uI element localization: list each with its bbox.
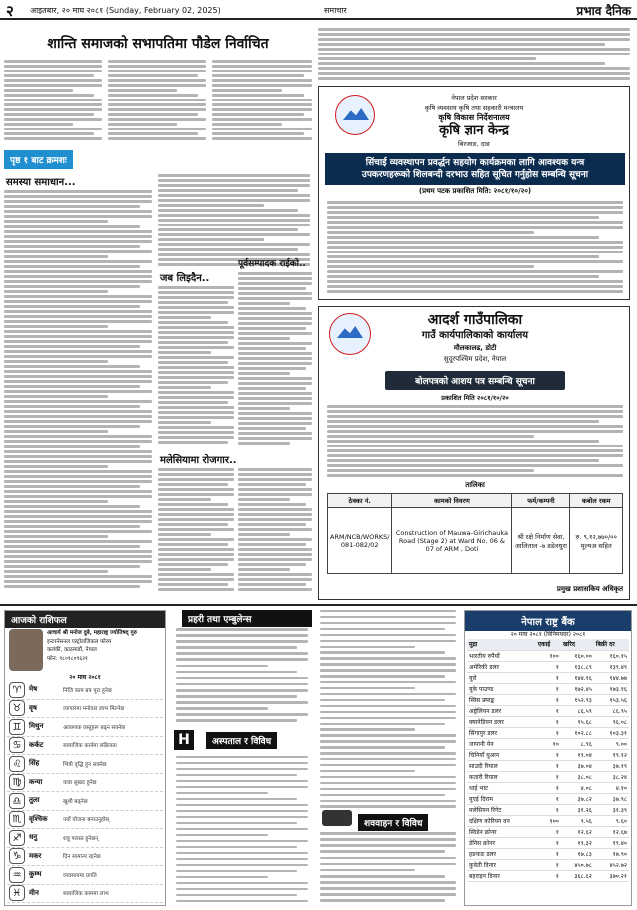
ad1-line5: बिरजाङ, दाङ <box>457 140 491 148</box>
rate-sell: १९.१२ <box>594 749 629 760</box>
rashifal-item <box>7 885 163 904</box>
exchange-rate-table <box>467 639 629 882</box>
zodiac-text: व्यापारमा मनोवल लाभ मिल्नेछ <box>63 706 125 713</box>
ad2-th-contract: ठेक्का नं. <box>328 494 392 508</box>
rate-buy: ९.५६ <box>561 815 594 826</box>
rate-unit: १ <box>536 661 561 672</box>
rate-row <box>467 672 629 683</box>
transport-list-box <box>318 610 458 906</box>
section-divider <box>0 604 637 606</box>
rate-row <box>467 848 629 859</box>
rate-sell: १४४.७७ <box>594 672 629 683</box>
adarsha-notice <box>318 306 630 600</box>
ad2-th-firm: फर्म/कम्पनी <box>512 494 570 508</box>
zodiac-text: आवश्यक वस्तुहरू बढ्न सक्नेछ <box>63 724 126 731</box>
rate-sell: १५३.५६ <box>594 694 629 705</box>
zodiac-name: तुला <box>29 796 40 805</box>
rashifal-item <box>7 681 163 700</box>
rate-row <box>467 650 629 661</box>
rate-sell: १३९.४९ <box>594 661 629 672</box>
rate-buy: ३६८.६२ <box>561 870 594 881</box>
rate-unit: १ <box>536 749 561 760</box>
rate-unit: १ <box>536 705 561 716</box>
ad2-td-firm: श्री रक्षे निर्माण सेवा, आलिताल -७ डडेलधुरा <box>512 508 570 574</box>
rate-currency: यूरो <box>467 672 536 683</box>
rate-row <box>467 727 629 738</box>
rate-unit: १ <box>536 716 561 727</box>
rate-buy: ३७.८२ <box>561 793 594 804</box>
rate-unit: १ <box>536 760 561 771</box>
ad1-line1: नेपाल प्रदेश सरकार <box>451 94 497 102</box>
rate-buy: १९.०४ <box>561 749 594 760</box>
main-story-col-3 <box>212 60 312 140</box>
zodiac-text: नयाँ योजना बनाउनुहोस् <box>63 817 110 824</box>
zodiac-icon: ♌ <box>9 756 25 772</box>
hearse-icon <box>322 810 352 826</box>
mid-article-3-body <box>238 272 312 446</box>
rate-buy: ४.०८ <box>561 782 594 793</box>
rate-unit: १ <box>536 804 561 815</box>
zodiac-text: भित्री वृद्धि हुन सक्नेछ <box>63 761 107 768</box>
ad2-contract-table <box>327 493 623 574</box>
rate-unit: १ <box>536 793 561 804</box>
rate-buy: ८.९६ <box>561 738 594 749</box>
ad2-td-contract: ARM/NCB/WORKS/ 081-082/02 <box>328 508 392 574</box>
rashifal-item <box>7 811 163 830</box>
rate-buy: ९५.६८ <box>561 716 594 727</box>
rashifal-item <box>7 829 163 848</box>
rashifal-item <box>7 774 163 793</box>
rate-buy: १०२.८८ <box>561 727 594 738</box>
rate-unit: १ <box>536 672 561 683</box>
rate-currency: बहराइन दिनार <box>467 870 536 881</box>
ad2-province: सुदूरपश्चिम प्रदेश, नेपाल <box>443 355 507 363</box>
rate-unit: १ <box>536 782 561 793</box>
rashifal-item <box>7 718 163 737</box>
rate-sell: ९६.०८ <box>594 716 629 727</box>
rashifal-item <box>7 848 163 867</box>
rate-buy: १३८.८९ <box>561 661 594 672</box>
rate-row <box>467 815 629 826</box>
rashifal-list <box>7 681 163 903</box>
rate-currency: सिंगापुर डलर <box>467 727 536 738</box>
rate-row <box>467 837 629 848</box>
rate-row <box>467 826 629 837</box>
zodiac-icon: ♐ <box>9 830 25 846</box>
rate-currency: स्विस फ्र्याङ्क <box>467 694 536 705</box>
rate-buy: १४४.१६ <box>561 672 594 683</box>
krishi-notice <box>318 86 630 300</box>
zodiac-name: मेष <box>29 685 38 694</box>
rate-sell: १६०.१५ <box>594 650 629 661</box>
hospital-list <box>176 756 308 902</box>
rate-row <box>467 661 629 672</box>
mid-article-4-title: मलेसियामा रोजगार.. <box>160 455 237 466</box>
rate-currency: युके पाउण्ड <box>467 683 536 694</box>
rate-buy: १७२.४५ <box>561 683 594 694</box>
police-list-box <box>172 610 312 906</box>
rate-buy: ३१.२६ <box>561 804 594 815</box>
zodiac-name: मकर <box>29 851 42 860</box>
rate-currency: डेनिस क्रोनर <box>467 837 536 848</box>
rate-sell: ४५२.७२ <box>594 859 629 870</box>
rate-th-sell: बिक्री दर <box>594 639 629 650</box>
rate-buy: ३८.०८ <box>561 771 594 782</box>
rashifal-item <box>7 792 163 811</box>
rashifal-date: २० माघ २०८१ <box>69 674 101 681</box>
ad1-banner <box>325 153 625 185</box>
zodiac-name: मीन <box>29 888 39 897</box>
transport-list <box>320 832 456 902</box>
ad1-body <box>327 201 623 293</box>
rate-sell: ९.०० <box>594 738 629 749</box>
rate-row <box>467 771 629 782</box>
mid-article-2-title: जब लिइदैन.. <box>160 273 210 284</box>
rate-unit: १ <box>536 859 561 870</box>
rate-currency: कुवेती दिनार <box>467 859 536 870</box>
rate-buy: १२.६२ <box>561 826 594 837</box>
municipal-emblem-icon <box>329 313 371 355</box>
astrologer-photo <box>9 629 43 671</box>
zodiac-icon: ♓ <box>9 885 25 901</box>
zodiac-text: सामाजिक कार्यमा सक्रियता <box>63 743 117 750</box>
rate-currency: हङकङ डलर <box>467 848 536 859</box>
rate-buy: १५२.९३ <box>561 694 594 705</box>
rate-currency: अष्ट्रेलियन डलर <box>467 705 536 716</box>
zodiac-name: कन्या <box>29 777 43 786</box>
rate-currency: भारतीय रुपैयाँ <box>467 650 536 661</box>
ad1-banner-line2: उपकरणहरूको शिलबन्दी दरभाउ सहित सूचित गर्नुहोस सम्बन्धि सूचना <box>361 170 589 180</box>
rate-buy: १६०.०० <box>561 650 594 661</box>
zodiac-text: निजि काम प्रत्र पूरा हुनेछ <box>63 687 112 694</box>
rate-unit: १ <box>536 771 561 782</box>
rate-th-currency: मुद्रा <box>467 639 536 650</box>
ad1-line4: कृषि ज्ञान केन्द्र <box>439 123 509 138</box>
ad1-publish-date: (प्रथम पटक प्रकाशित मिति: २०८१/१०/२०) <box>418 187 532 195</box>
zodiac-name: मिथुन <box>29 722 44 731</box>
rate-currency: चिनियाँ युआन <box>467 749 536 760</box>
rate-sell: ८६.९५ <box>594 705 629 716</box>
rate-unit: १ <box>536 848 561 859</box>
zodiac-name: वृष <box>29 703 37 712</box>
rate-unit: १ <box>536 837 561 848</box>
rate-sell: ९.६० <box>594 815 629 826</box>
rate-sell: १२.६७ <box>594 826 629 837</box>
rate-row <box>467 738 629 749</box>
rate-sell: ३७०.२१ <box>594 870 629 881</box>
ad1-banner-line1: सिंचाई व्यवस्थापन प्रवर्द्धन सहयोग कार्यक्रमका लागि आवश्यक यन्त्र <box>365 158 585 168</box>
rate-row <box>467 749 629 760</box>
rate-row <box>467 859 629 870</box>
section-name: समाचार <box>324 6 347 15</box>
zodiac-name: धनु <box>29 833 38 842</box>
rate-buy: ३७.०४ <box>561 760 594 771</box>
astrologer-line-3: कलंकी, काठमाडौं, नेपाल <box>47 647 97 653</box>
rate-sell: ४.१० <box>594 782 629 793</box>
rashifal-item <box>7 737 163 756</box>
issue-date: आइतबार, २० माघ २०८१ (Sunday, February 02, 2025) <box>30 6 221 15</box>
page-number: २ <box>6 2 14 20</box>
ad2-table-label: तालिका <box>465 481 485 489</box>
rate-row <box>467 683 629 694</box>
rate-currency: साउदी रियाल <box>467 760 536 771</box>
continued-label: पृष्ठ १ बाट क्रमशः <box>4 150 73 169</box>
rate-row <box>467 716 629 727</box>
rate-row <box>467 760 629 771</box>
ad2-title: आदर्श गाउँपालिका <box>427 312 523 328</box>
zodiac-icon: ♎ <box>9 793 25 809</box>
rate-currency: अमेरिकी डलर <box>467 661 536 672</box>
police-list <box>176 628 308 722</box>
police-title: प्रहरी तथा एम्बुलेन्स <box>182 610 312 627</box>
zodiac-text: व्यवसायमा प्रगति <box>63 872 97 879</box>
zodiac-icon: ♈ <box>9 682 25 698</box>
brand-logo: प्रभाव दैनिक <box>576 4 631 18</box>
zodiac-text: यात्रा सुखद हुनेछ <box>63 780 97 787</box>
rate-unit: १०० <box>536 650 561 661</box>
rate-sell: १७३.१६ <box>594 683 629 694</box>
rate-currency: जापानी येन <box>467 738 536 749</box>
rashifal-item <box>7 755 163 774</box>
rashifal-box <box>4 610 166 906</box>
misc-list <box>320 610 456 808</box>
rate-unit: १ <box>536 683 561 694</box>
rate-buy: १९.३२ <box>561 837 594 848</box>
rate-currency: कतारी रियाल <box>467 771 536 782</box>
rate-sell: ३८.२४ <box>594 771 629 782</box>
zodiac-icon: ♋ <box>9 737 25 753</box>
zodiac-text: शत्रु परास्त हुनेछन् <box>63 835 99 842</box>
astrologer-line-4: फोन: ९८०१८०९६२१ <box>47 655 88 662</box>
ad2-td-desc: Construction of Mauwa-Girichauka Road (Stage 2) at Ward No. 06 & 07 of ARM , Doti <box>392 508 512 574</box>
ad2-body <box>327 405 623 477</box>
rate-row <box>467 705 629 716</box>
ad1-line3: कृषि विकास निर्देशनालय <box>438 113 510 122</box>
main-headline: शान्ति समाजको सभापतिमा पौडेल निर्वाचित <box>47 36 269 52</box>
astrologer-line-1: आचार्य श्री मनोज दुबे, महाराष्ट्र ज्योतिषद् गुरु <box>47 630 137 636</box>
hospital-header <box>172 730 312 750</box>
left-article-body <box>4 190 152 590</box>
ad2-place: मौलकालढ, डोटी <box>453 344 497 352</box>
left-article-title: समस्या समाधान... <box>6 177 76 188</box>
bank-title: नेपाल राष्ट्र बैंक <box>465 611 631 631</box>
zodiac-icon: ♉ <box>9 700 25 716</box>
zodiac-icon: ♏ <box>9 811 25 827</box>
zodiac-name: कुम्भ <box>29 870 42 879</box>
page-header <box>0 0 637 20</box>
rate-unit: १ <box>536 727 561 738</box>
zodiac-text: खुशी बढ्नेछ <box>63 798 88 805</box>
rashifal-title: आजको राशिफल <box>5 611 165 628</box>
rate-sell: ३७.१९ <box>594 760 629 771</box>
mid-article-4-body-2 <box>238 468 312 592</box>
rate-currency: दक्षिण कोरियन वन <box>467 815 536 826</box>
rate-unit: १० <box>536 738 561 749</box>
rashifal-item <box>7 866 163 885</box>
ad2-td-amount: रु. ९,१२,७७०/०० मूल्यअ सहित <box>570 508 623 574</box>
mid-article-4-body <box>158 468 234 592</box>
zodiac-icon: ♒ <box>9 867 25 883</box>
rate-sell: १७.९० <box>594 848 629 859</box>
rate-currency: थाई भाट <box>467 782 536 793</box>
rate-unit: १ <box>536 826 561 837</box>
rate-row <box>467 793 629 804</box>
rate-sell: ३१.३९ <box>594 804 629 815</box>
ad2-signature: प्रमुख प्रशासकिय अधिकृत <box>556 585 623 593</box>
astrologer-line-2: इन्टरनेसनल एस्ट्रोलजिकल फोरम <box>47 638 112 645</box>
rate-row <box>467 870 629 881</box>
zodiac-icon: ♍ <box>9 774 25 790</box>
rate-currency: स्विडेन क्रोनर <box>467 826 536 837</box>
hospital-icon: H <box>174 730 194 750</box>
zodiac-text: सामाजिक काममा लाभ <box>63 891 109 898</box>
main-story-col-1 <box>4 60 102 140</box>
rate-buy: ८६.५९ <box>561 705 594 716</box>
ad2-th-desc: कामको विवरण <box>392 494 512 508</box>
zodiac-name: वृश्चिक <box>29 814 48 823</box>
zodiac-name: सिंह <box>29 759 40 768</box>
exchange-rate-box <box>464 610 632 906</box>
mid-article-1-body <box>158 174 310 266</box>
rate-sell: १९.४० <box>594 837 629 848</box>
zodiac-icon: ♊ <box>9 719 25 735</box>
ad2-th-amount: कबोल रकम <box>570 494 623 508</box>
rate-currency: युएई दिराम <box>467 793 536 804</box>
ad2-notice-banner: बोलपत्रको आशय पत्र सम्बन्धि सूचना <box>385 371 565 390</box>
rate-th-unit: एकाई <box>536 639 561 650</box>
rate-th-buy: खरिद <box>561 639 594 650</box>
ad1-line2: कृषि व्यवसाय कृषि तथा सहकारी मन्त्रालय <box>424 104 524 112</box>
rate-unit: १०० <box>536 815 561 826</box>
rate-row <box>467 804 629 815</box>
govt-emblem-icon <box>335 95 375 135</box>
rate-unit: १ <box>536 694 561 705</box>
rate-currency: मलेसियन रिंगेट <box>467 804 536 815</box>
rate-buy: १७.८३ <box>561 848 594 859</box>
top-right-article <box>318 28 630 80</box>
ad2-date: प्रकाशित मिति २०८१/१०/२० <box>441 394 509 402</box>
rate-sell: १०३.३१ <box>594 727 629 738</box>
rashifal-item <box>7 700 163 719</box>
rate-currency: क्यानेडियन डलर <box>467 716 536 727</box>
mid-article-2-body <box>158 286 234 446</box>
hospital-title: अस्पताल र विविध <box>206 732 277 749</box>
rate-buy: ४५०.७८ <box>561 859 594 870</box>
rate-unit: १ <box>536 870 561 881</box>
zodiac-text: दिन सामान्य रहनेछ <box>63 854 101 861</box>
bank-subtitle: २० माघ २०८१ (विनिमयदर) २०८१ <box>510 631 586 638</box>
mid-article-3-title: पूर्वसम्पादक राईको.. <box>238 259 306 269</box>
rate-row <box>467 694 629 705</box>
zodiac-icon: ♑ <box>9 848 25 864</box>
ad2-subtitle: गाउँ कार्यपालिकाको कार्यालय <box>421 330 529 341</box>
rate-row <box>467 782 629 793</box>
rate-sell: ३७.९८ <box>594 793 629 804</box>
zodiac-name: कर्कट <box>29 740 44 749</box>
main-story-col-2 <box>108 60 206 140</box>
transport-title: शववाहन र विविध <box>358 814 428 831</box>
